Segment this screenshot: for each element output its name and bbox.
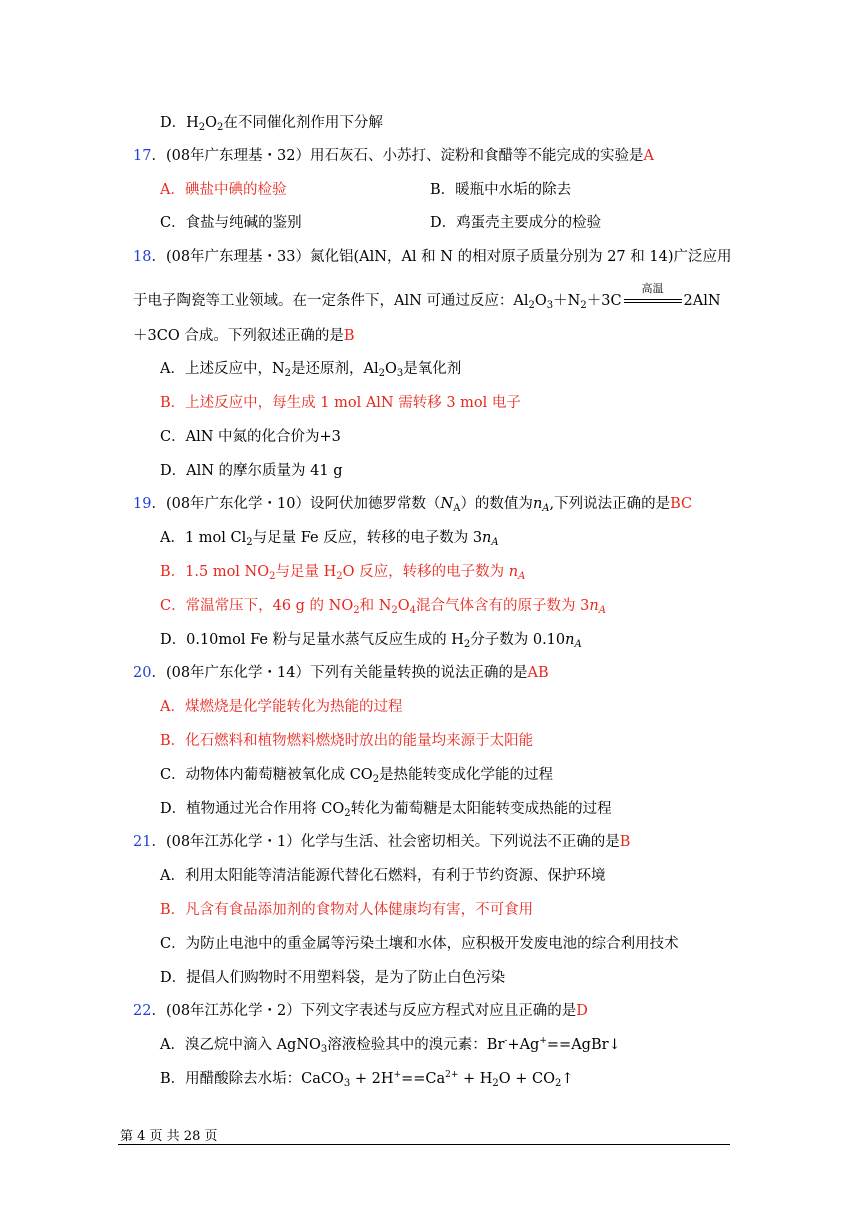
q22-stem: 22．(08年江苏化学・2）下列文字表述与反应方程式对应且正确的是D [133, 1003, 588, 1019]
q22-answer: D [576, 1003, 588, 1019]
q19-option-a: A．1 mol $Cl_2$与足量 Fe 反应，转移的电子数为 $3n_A$ [160, 530, 499, 548]
q18-option-a: A．上述反应中，$N_2$是还原剂，$Al_2O_3$是氧化剂 [160, 361, 462, 379]
q17-number: 17 [133, 148, 152, 164]
q18-option-d: D．AlN 的摩尔质量为 41 g [160, 463, 343, 479]
q21-option-c: C．为防止电池中的重金属等污染土壤和水体，应积极开发废电池的综合利用技术 [160, 936, 679, 952]
q19-option-d: D．0.10mol Fe 粉与足量水蒸气反应生成的 $H_2$分子数为 $0.10n_A$ [160, 632, 582, 650]
q17-option-a: A．碘盐中碘的检验 [160, 182, 287, 198]
q20-stem: 20．(08年广东化学・14）下列有关能量转换的说法正确的是AB [133, 665, 549, 681]
q20-option-b: B．化石燃料和植物燃料燃烧时放出的能量均来源于太阳能 [160, 733, 534, 749]
q21-option-b: B．凡含有食品添加剂的食物对人体健康均有害，不可食用 [160, 902, 534, 918]
q21-option-d: D．提倡人们购物时不用塑料袋，是为了防止白色污染 [160, 970, 506, 986]
q21-number: 21 [133, 834, 152, 850]
q22-option-a: A．溴乙烷中滴入 AgNO$_3$溶液检验其中的溴元素：Br-+Ag+==AgBr↓ [160, 1036, 621, 1055]
q20-answer: AB [527, 665, 549, 681]
q17-option-b: B．暖瓶中水垢的除去 [430, 182, 572, 198]
q21-option-a: A．利用太阳能等清洁能源代替化石燃料，有利于节约资源、保护环境 [160, 868, 606, 884]
q18-option-c: C．AlN 中氮的化合价为+3 [160, 429, 341, 445]
q20-option-a: A．煤燃烧是化学能转化为热能的过程 [160, 699, 403, 715]
footer-divider [118, 1144, 730, 1145]
q18-stem-line3: ＋3CO 合成。下列叙述正确的是B [133, 328, 355, 344]
q22-option-b: B．用醋酸除去水垢：CaCO$_3$ + $2H^+==Ca^{2+} + H_2O$ + $CO_2↑$ [160, 1070, 574, 1089]
q18-stem-line2: 于电子陶瓷等工业领域。在一定条件下，AlN 可通过反应：$Al_2O_3+N_2+3C$ 高温 2AlN [133, 282, 721, 311]
q19-option-b: B．1.5 mol $NO_2$与足量 $H_2O$ 反应，转移的电子数为 $n_A$ [160, 564, 526, 582]
q17-answer: A [643, 148, 654, 164]
q21-answer: B [619, 834, 631, 850]
high-temperature-equals-sign [622, 282, 684, 311]
q19-stem: 19．(08年广东化学・10）设阿伏加德罗常数$(N_A)$的数值为$n_A$,下列说法正确的是BC [133, 496, 693, 514]
q21-stem: 21．(08年江苏化学・1）化学与生活、社会密切相关。下列说法不正确的是B [133, 834, 631, 850]
reaction-condition: 高温 [641, 282, 664, 295]
q20-option-d: D．植物通过光合作用将 $CO_2$转化为葡萄糖是太阳能转变成热能的过程 [160, 801, 612, 819]
q17-stem: 17．(08年广东理基・32）用石灰石、小苏打、淀粉和食醋等不能完成的实验是A [133, 148, 654, 164]
q19-number: 19 [133, 496, 152, 512]
q18-number: 18 [133, 249, 152, 265]
q18-option-b: B．上述反应中，每生成 1 mol AlN 需转移 3 mol 电子 [160, 395, 521, 411]
page-footer: 第 4 页 共 28 页 [120, 1129, 218, 1144]
q17-option-c: C．食盐与纯碱的鉴别 [160, 215, 302, 231]
q19-option-c: C．常温常压下，46 g 的 $NO_2$和 $N_2O_4$混合气体含有的原子数为 $3n_A$ [160, 598, 606, 616]
q16-option-d: D．$H_2O_2$在不同催化剂作用下分解 [160, 115, 383, 133]
q17-option-d: D．鸡蛋壳主要成分的检验 [430, 215, 602, 231]
q19-answer: BC [670, 496, 693, 512]
q20-number: 20 [133, 665, 152, 681]
q18-answer: B [343, 328, 355, 344]
q20-option-c: C．动物体内葡萄糖被氧化成 $CO_2$是热能转变成化学能的过程 [160, 767, 554, 785]
q22-number: 22 [133, 1003, 152, 1019]
q18-stem-line1: 18．(08年广东理基・33）氮化铝(AlN，Al 和 N 的相对原子质量分别为 27 和 14)广泛应用 [133, 249, 732, 265]
